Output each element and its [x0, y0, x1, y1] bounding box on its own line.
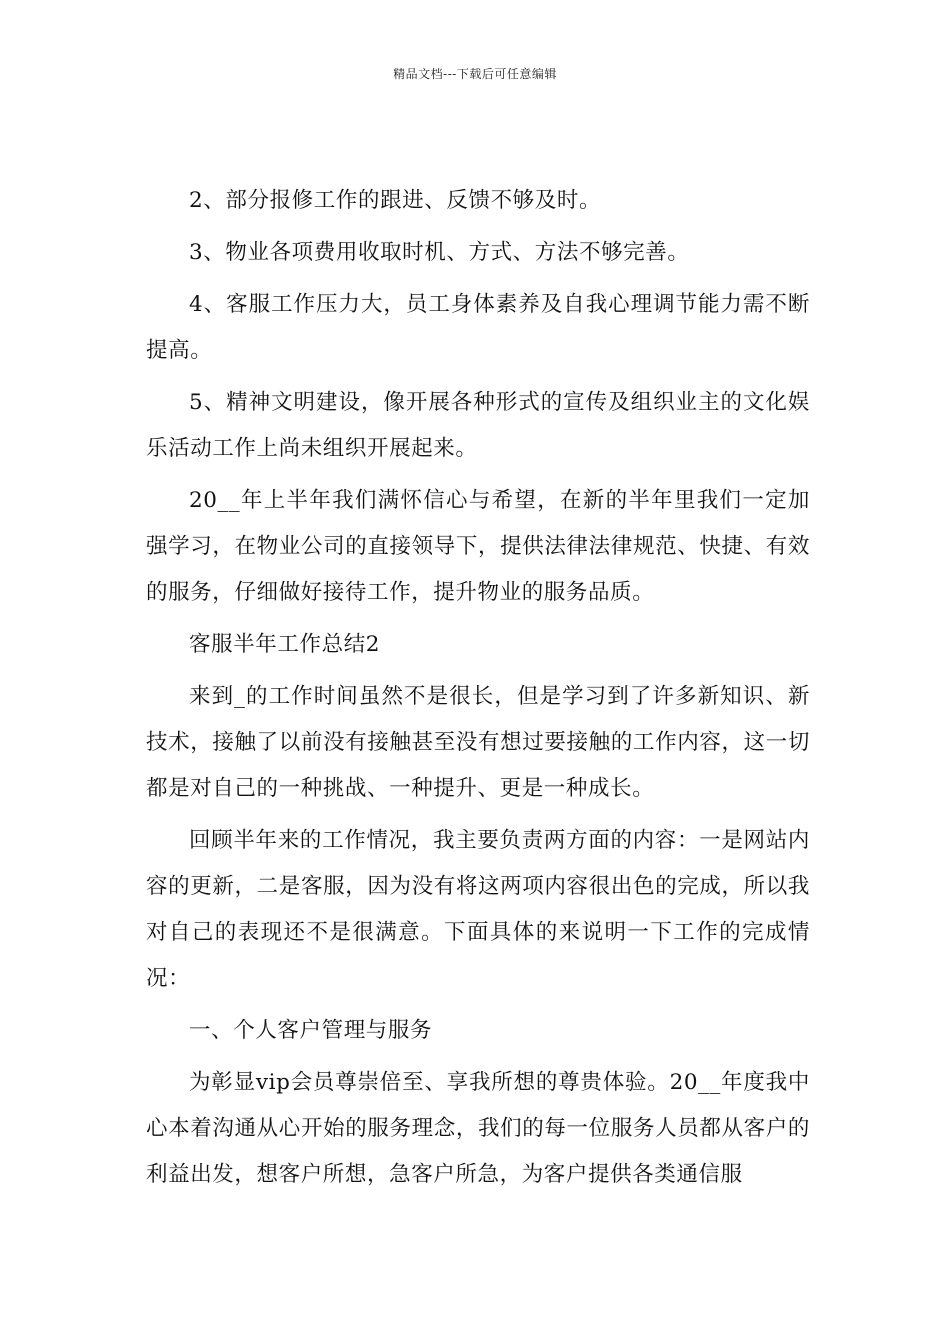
paragraph-summary-outlook: 20__年上半年我们满怀信心与希望，在新的半年里我们一定加强学习，在物业公司的直接领导下，提供法律法律规范、快捷、有效的服务，仔细做好接待工作，提升物业的服务品质。 [146, 488, 810, 605]
page-header: 精品文档---下载后可任意编辑 [393, 67, 557, 81]
section-title: 客服半年工作总结2 [189, 632, 381, 657]
paragraph-item-5: 5、精神文明建设，像开展各种形式的宣传及组织业主的文化娱乐活动工作上尚未组织开展起来。 [146, 390, 810, 461]
paragraph-vip-service: 为彰显vip会员尊崇倍至、享我所想的尊贵体验。20__年度我中心本着沟通从心开始的服务理念，我们的每一位服务人员都从客户的利益出发，想客户所想，急客户所急，为客户提供各类通信服 [146, 1070, 810, 1187]
paragraph-item-2: 2、部分报修工作的跟进、反馈不够及时。 [189, 188, 602, 213]
document-body [146, 178, 810, 1204]
subsection-title: 一、个人客户管理与服务 [189, 1018, 433, 1043]
paragraph-item-4: 4、客服工作压力大，员工身体素养及自我心理调节能力需不断提高。 [146, 292, 810, 363]
paragraph-intro: 来到_的工作时间虽然不是很长，但是学习到了许多新知识、新技术，接触了以前没有接触甚至没有想过要接触的工作内容，这一切都是对自己的一种挑战、一种提升、更是一种成长。 [146, 684, 810, 801]
paragraph-item-3: 3、物业各项费用收取时机、方式、方法不够完善。 [189, 240, 690, 265]
paragraph-review: 回顾半年来的工作情况，我主要负责两方面的内容：一是网站内容的更新，二是客服，因为没有将这两项内容很出色的完成，所以我对自己的表现还不是很满意。下面具体的来说明一下工作的完成情况： [146, 828, 810, 991]
